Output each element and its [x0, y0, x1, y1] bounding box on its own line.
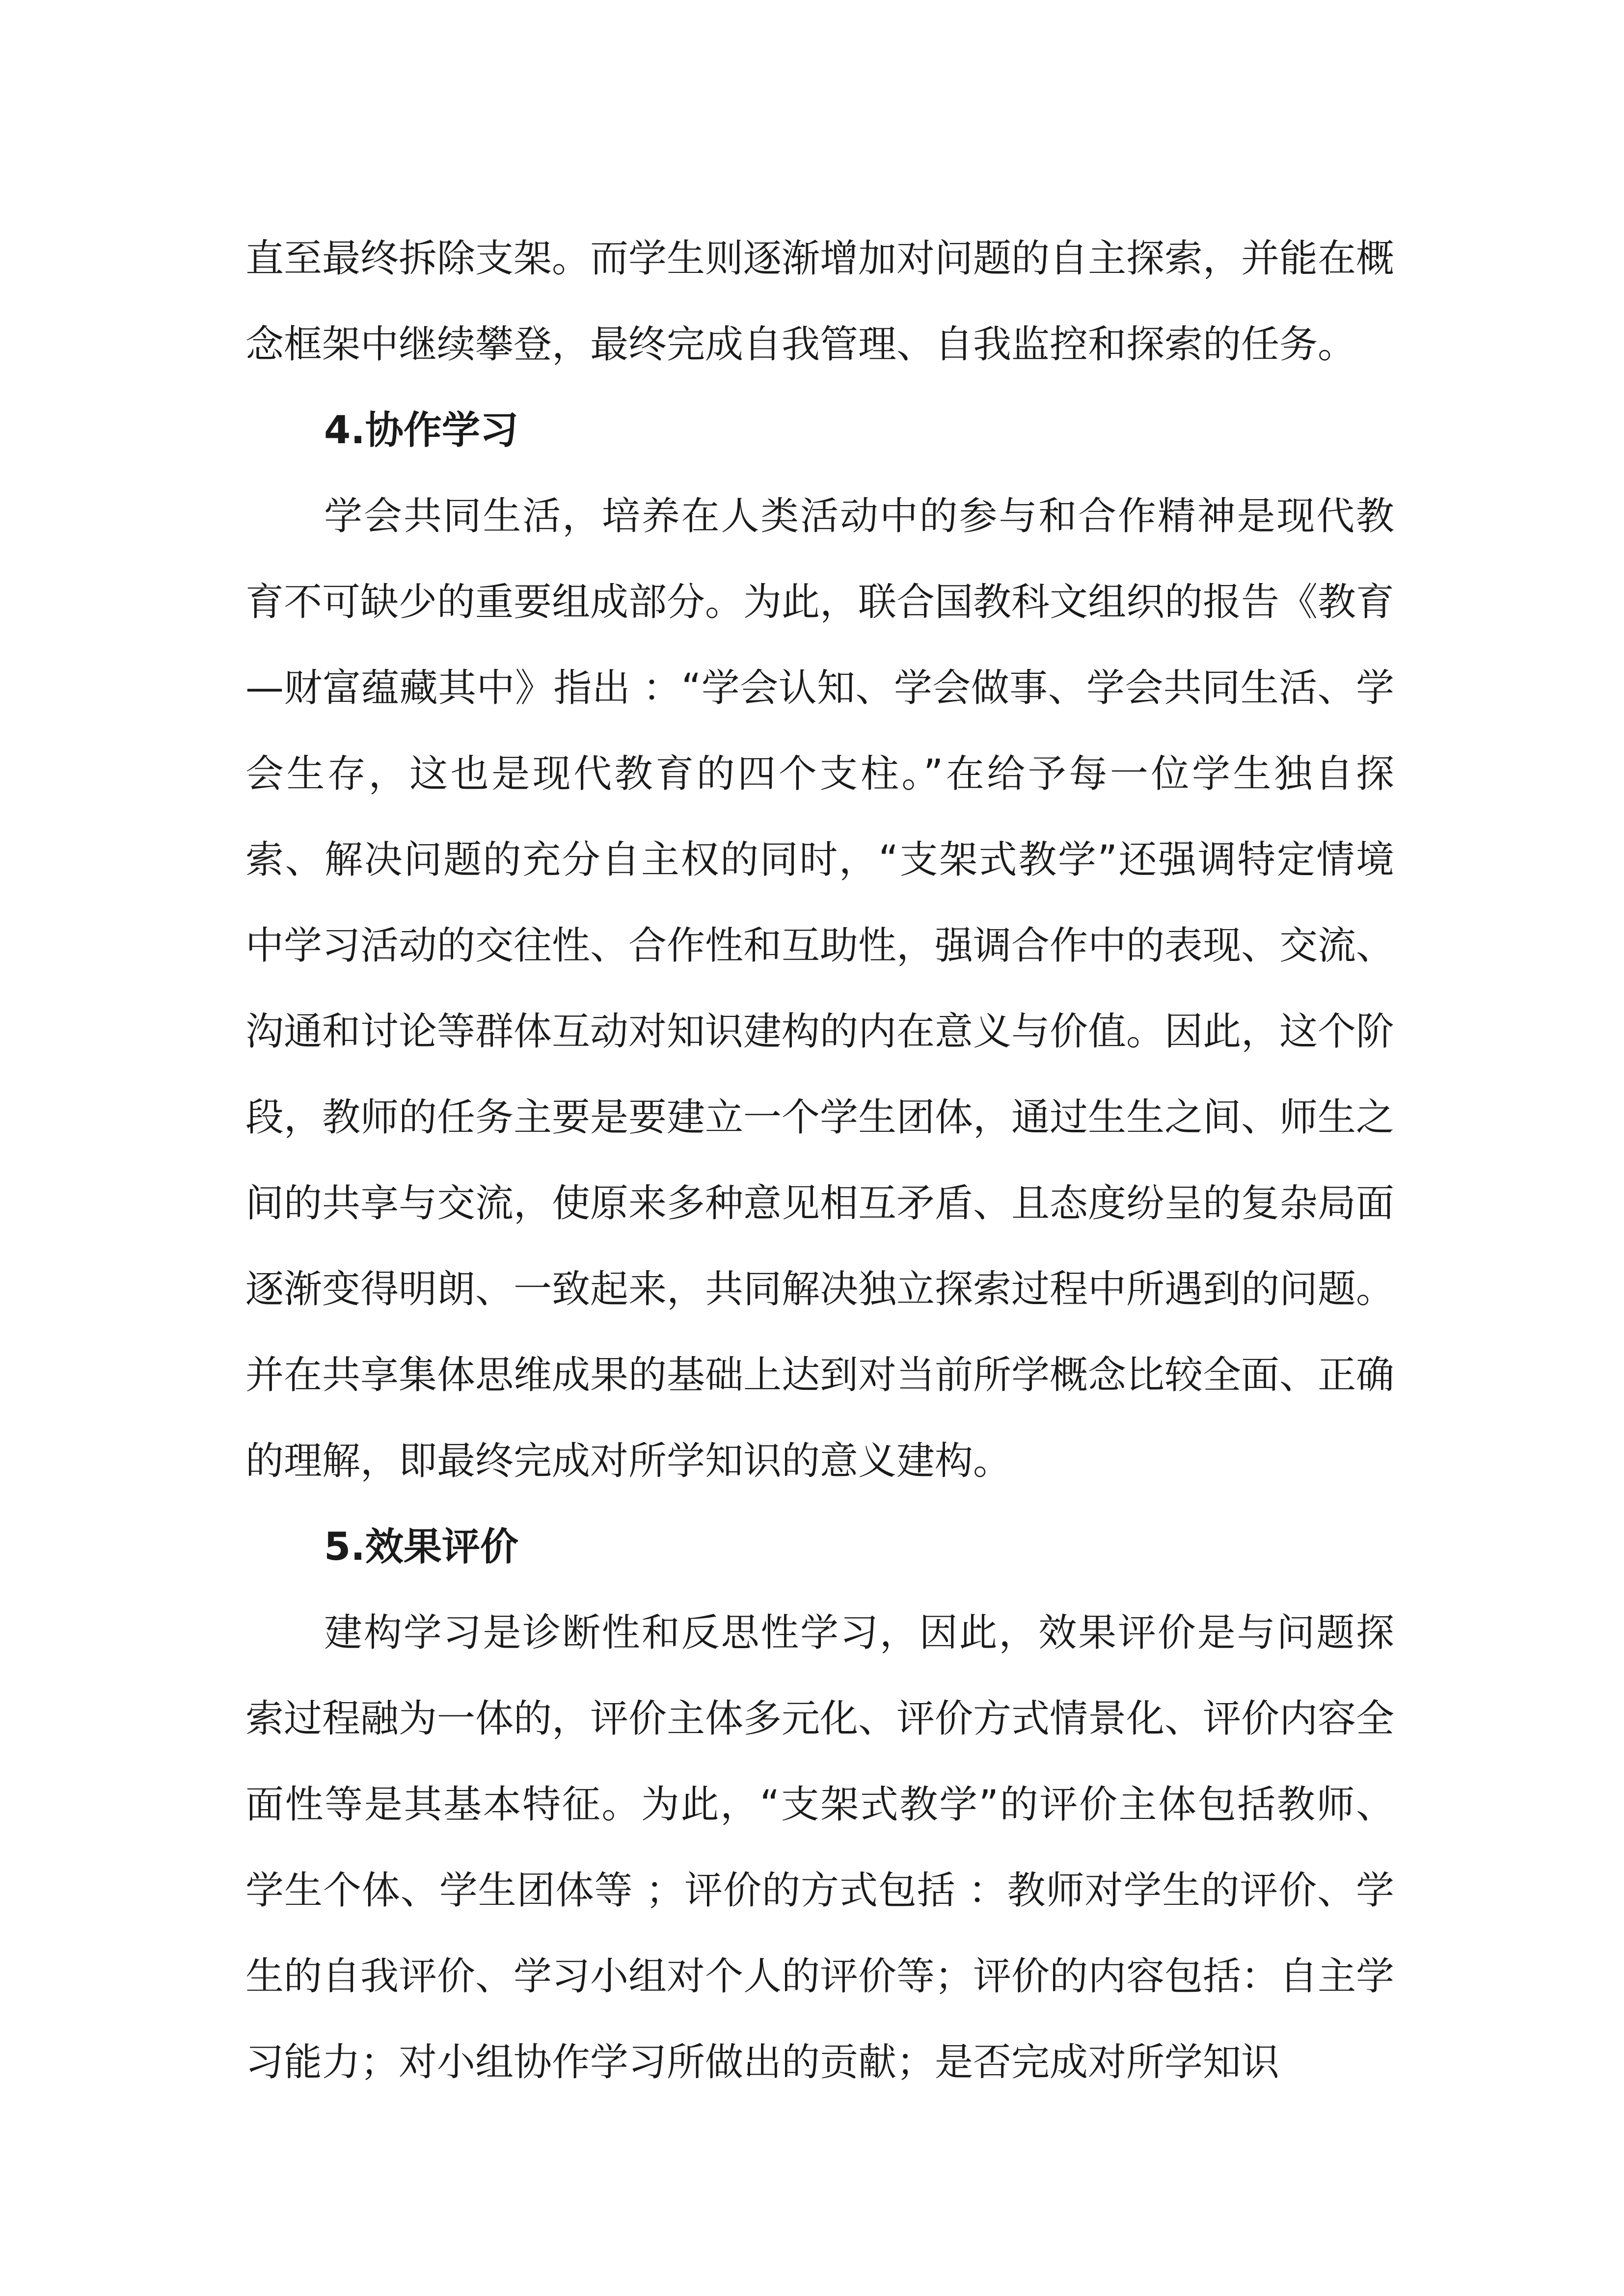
section-heading-effect-evaluation: 5.效果评价	[324, 1525, 518, 1569]
document-page	[245, 216, 1394, 2106]
paragraph-collaborative-learning: 学会共同生活，培养在人类活动中的参与和合作精神是现代教育不可缺少的重要组成部分。为此，联合国教科文组织的报告《教育—财富蕴藏其中》指出 ：“学会认知、学会做事、学会共同生活、学会生存，这也是现代教育的四个支柱。”在给予每一位学生独自探索、解决问题的充分自主权的同时，“支架式教学”还强调特定情境中学习活动的交往性、合作性和互助性，强调合作中的表现、交流、沟通和讨论等群体互动对知识建构的内在意义与价值。因此，这个阶段，教师的任务主要是要建立一个学生团体，通过生生之间、师生之间的共享与交流，使原来多种意见相互矛盾、且态度纷呈的复杂局面逐渐变得明朗、一致起来，共同解决独立探索过程中所遇到的问题。并在共享集体思维成果的基础上达到对当前所学概念比较全面、正确的理解，即最终完成对所学知识的意义建构。	[245, 494, 1395, 1483]
section-heading-collaborative-learning: 4.协作学习	[324, 408, 518, 453]
paragraph-continuation: 直至最终拆除支架。而学生则逐渐增加对问题的自主探索，并能在概念框架中继续攀登，最终完成自我管理、自我监控和探索的任务。	[245, 237, 1395, 367]
paragraph-effect-evaluation: 建构学习是诊断性和反思性学习，因此，效果评价是与问题探索过程融为一体的，评价主体多元化、评价方式情景化、评价内容全面性等是其基本特征。为此，“支架式教学”的评价主体包括教师、学生个体、学生团体等 ；评价的方式包括 ：教师对学生的评价、学生的自我评价、学习小组对个人的评价等；评价的内容包括：自主学习能力；对小组协作学习所做出的贡献；是否完成对所学知识	[245, 1611, 1395, 2084]
